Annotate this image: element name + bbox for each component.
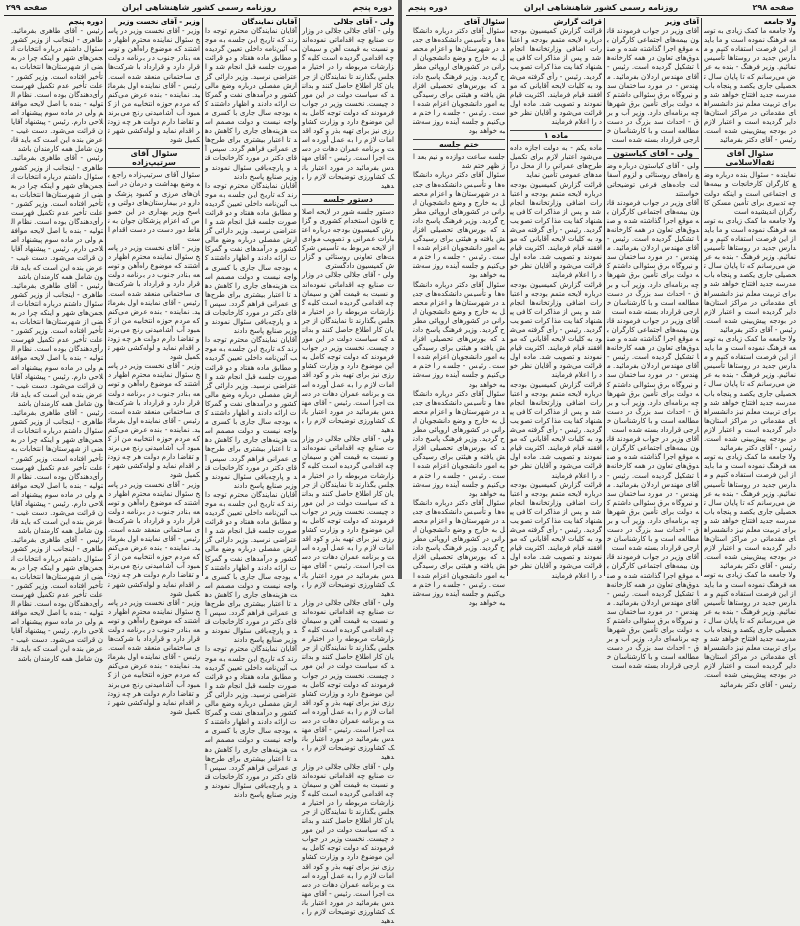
- column-paragraph-continued: وزیر - آقای نخست وزیر در پاسخ سئوال نماینده محترم اظهار داشتند که موضوع راه‌آهن و توسعه بنادر جنوب در برنامه دولت قرار دارد و قرارداد با شرکت‌های ساختمانی منعقد شده است. رئیس - آقای نماینده اول بفرمائید. نماینده - بنده عرض می‌کنم که مردم حوزه انتخابیه من از کمبود آب آشامیدنی رنج می‌برند و تقاضا دارم دولت هر چه زودتر اقدام نماید و لوله‌کشی شهر تکمیل شود: [108, 244, 200, 362]
- column-paragraph-continued: آقایان نمایندگان محترم توجه دارند که تاریخ این جلسه به موجب آئین‌نامه داخلی تعیین گردیده و مطابق ماده هفتاد و دو قرائت صورت جلسه قبل انجام شد و اعتراضی نرسید. وزیر دارائی گزارش مفصلی درباره وضع مالی کشور و درآمدهای نفت و گمرکات ارائه دادند و اظهار داشتند که بودجه سال جاری با کسری مواجه نیست و دولت مصمم است هزینه‌های جاری را کاهش دهد تا اعتبار بیشتری برای طرح‌های عمرانی فراهم گردد. سپس آقای دکتر در مورد کارخانجات قند و پارچه‌بافی سئوال نمودند و وزیر صنایع پاسخ دادند: [205, 182, 297, 337]
- column-heading: قرائت گزارش: [510, 18, 602, 27]
- right-page-header: [406, 2, 796, 16]
- column-paragraph-continued: رئیس - آقای طاهری بفرمائید. طاهری - اینجانب از وزیر کشور سئوال داشتم درباره انتخابات انجمن‌های شهر و اینکه چرا در بعضی از شهرستان‌ها انتخابات به تأخیر افتاده است. وزیر کشور - علت تأخیر عدم تکمیل فهرست رأی‌دهندگان بوده است. نظام التولیه - بنده با اصل لایحه موافقم ولی در ماده سوم پیشنهاد اصلاحی دارم. رئیس - پیشنهاد آقایان قرائت می‌شود. دست غیب - عرض بنده این است که باید قانون شامل همه کارمندان باشد: [11, 536, 103, 663]
- column-paragraph: آقای وزیر در جواب فرمودند قانون بیمه‌های اجتماعی کارگران به موقع اجرا گذاشته شده و صندوق‌های تعاون در همه کارخانه‌ها تشکیل گردیده است. رئیس - آقای مهندس اردلان بفرمائید. مهندس - در مورد ساختمان سد و نیروگاه برق سئوالی داشتم که دولت برای تأمین برق شهرها چه برنامه‌ای دارد. وزیر آب و برق - احداث سد بزرگ در دست مطالعه است و با کارشناسان خارجی قرارداد بسته شده است: [607, 27, 699, 145]
- section-paragraph: نماینده - سئوال بنده درباره وضع کارگران کارخانجات و بیمه‌های اجتماعی است و اینکه دولت چه تدبیری برای تأمین مسکن کارگران اندیشیده است: [704, 171, 796, 216]
- section-heading: سئوال آقای ثقه‌الاسلامی: [704, 148, 796, 168]
- left-header-title: روزنامه رسمی کشور شاهنشاهی ایران: [122, 3, 276, 12]
- column-paragraph-continued: ولی - آقای جلالی جلالی در وزارت صنایع چه اقداماتی نموده‌اند و نسبت به قیمت آهن و سیمان چه اقدامی گردیده است کلیه گزارشات مربوطه را در اختیار مجلس بگذارند تا نمایندگان از جریان کار اطلاع حاصل کنند و بدانند که سیاست دولت در این مورد چیست. نخست وزیر در جواب فرمودند که دولت توجه کامل به این موضوع دارد و وزارت کشاورزی نیز برای تهیه بذر و کود اقدامات لازم را به عمل آورده است و برنامه عمران دهات در دست اجرا است. رئیس - آقای مهندس بفرمائید در مورد اعتبار بانک کشاورزی توضیحات لازم را بدهید: [302, 271, 394, 435]
- column-heading: ولی - آقای جلالی: [302, 18, 394, 27]
- right-header-page-number: صفحه ۲۹۸: [752, 3, 794, 12]
- column-paragraph: آقایان نمایندگان محترم توجه دارند که تاریخ این جلسه به موجب آئین‌نامه داخلی تعیین گردیده و مطابق ماده هفتاد و دو قرائت صورت جلسه قبل انجام شد و اعتراضی نرسید. وزیر دارائی گزارش مفصلی درباره وضع مالی کشور و درآمدهای نفت و گمرکات ارائه دادند و اظهار داشتند که بودجه سال جاری با کسری مواجه نیست و دولت مصمم است هزینه‌های جاری را کاهش دهد تا اعتبار بیشتری برای طرح‌های عمرانی فراهم گردد. سپس آقای دکتر در مورد کارخانجات قند و پارچه‌بافی سئوال نمودند و وزیر صنایع پاسخ دادند: [205, 27, 297, 182]
- column-paragraph: ولی - آقای جلالی جلالی در وزارت صنایع چه اقداماتی نموده‌اند و نسبت به قیمت آهن و سیمان چه اقدامی گردیده است کلیه گزارشات مربوطه را در اختیار مجلس بگذارند تا نمایندگان از جریان کار اطلاع حاصل کنند و بدانند که سیاست دولت در این مورد چیست. نخست وزیر در جواب فرمودند که دولت توجه کامل به این موضوع دارد و وزارت کشاورزی نیز برای تهیه بذر و کود اقدامات لازم را به عمل آورده است و برنامه عمران دهات در دست اجرا است. رئیس - آقای مهندس بفرمائید در مورد اعتبار بانک کشاورزی توضیحات لازم را بدهید: [302, 27, 394, 191]
- column-paragraph: ولا جامعه ما کمک زیادی به توسعه فرهنگ نموده است و ما باید از این فرصت استفاده کنیم و مدارس جدید در روستاها تأسیس نمائیم. وزیر فرهنگ - بنده به عرض می‌رسانم که تا پایان سال تحصیلی جاری یکصد و پنجاه باب مدرسه جدید افتتاح خواهد شد و برای تربیت معلم نیز دانشسراهای مقدماتی در مراکز استان‌ها دایر گردیده است و اعتبار لازم در بودجه پیش‌بینی شده است. رئیس - آقای دکتر بفرمائید: [704, 27, 796, 145]
- column-paragraph-continued: ولا جامعه ما کمک زیادی به توسعه فرهنگ نموده است و ما باید از این فرصت استفاده کنیم و مدارس جدید در روستاها تأسیس نمائیم. وزیر فرهنگ - بنده به عرض می‌رسانم که تا پایان سال تحصیلی جاری یکصد و پنجاه باب مدرسه جدید افتتاح خواهد شد و برای تربیت معلم نیز دانشسراهای مقدماتی در مراکز استان‌ها دایر گردیده است و اعتبار لازم در بودجه پیش‌بینی شده است. رئیس - آقای دکتر بفرمائید: [704, 217, 796, 335]
- section-heading: سئوال آقای سرتیپ‌زاده: [108, 148, 200, 168]
- column-paragraph-continued: ولا جامعه ما کمک زیادی به توسعه فرهنگ نموده است و ما باید از این فرصت استفاده کنیم و مدارس جدید در روستاها تأسیس نمائیم. وزیر فرهنگ - بنده به عرض می‌رسانم که تا پایان سال تحصیلی جاری یکصد و پنجاه باب مدرسه جدید افتتاح خواهد شد و برای تربیت معلم نیز دانشسراهای مقدماتی در مراکز استان‌ها دایر گردیده است و اعتبار لازم در بودجه پیش‌بینی شده است. رئیس - آقای دکتر بفرمائید: [704, 335, 796, 453]
- column-paragraph-continued: سئوال آقای دکتر درباره دانشگاه‌ها و تأسیس دانشکده‌های جدید در شهرستان‌ها و اعزام محصل به خارج و وضع دانشجویان ایرانی در کشورهای اروپائی مطرح گردید. وزیر فرهنگ پاسخ دادند که بورس‌های تحصیلی افزایش یافته و هیئتی برای رسیدگی به امور دانشجویان اعزام شده است. رئیس - جلسه را ختم می‌کنیم و جلسه آینده روز سه‌شنبه خواهد بود: [413, 171, 505, 280]
- section-heading: ماده ۱: [510, 130, 602, 141]
- right-column-2: [607, 18, 699, 576]
- right-page-columns: [406, 18, 796, 576]
- column-paragraph-continued: وزیر - آقای نخست وزیر در پاسخ سئوال نماینده محترم اظهار داشتند که موضوع راه‌آهن و توسعه بنادر جنوب در برنامه دولت قرار دارد و قرارداد با شرکت‌های ساختمانی منعقد شده است. رئیس - آقای نماینده اول بفرمائید. نماینده - بنده عرض می‌کنم که مردم حوزه انتخابیه من از کمبود آب آشامیدنی رنج می‌برند و تقاضا دارم دولت هر چه زودتر اقدام نماید و لوله‌کشی شهر تکمیل شود: [108, 362, 200, 480]
- column-paragraph-continued: وزیر - آقای نخست وزیر در پاسخ سئوال نماینده محترم اظهار داشتند که موضوع راه‌آهن و توسعه بنادر جنوب در برنامه دولت قرار دارد و قرارداد با شرکت‌های ساختمانی منعقد شده است. رئیس - آقای نماینده اول بفرمائید. نماینده - بنده عرض می‌کنم که مردم حوزه انتخابیه من از کمبود آب آشامیدنی رنج می‌برند و تقاضا دارم دولت هر چه زودتر اقدام نماید و لوله‌کشی شهر تکمیل شود: [108, 481, 200, 599]
- column-paragraph-continued: آقای وزیر در جواب فرمودند قانون بیمه‌های اجتماعی کارگران به موقع اجرا گذاشته شده و صندوق‌های تعاون در همه کارخانه‌ها تشکیل گردیده است. رئیس - آقای مهندس اردلان بفرمائید. مهندس - در مورد ساختمان سد و نیروگاه برق سئوالی داشتم که دولت برای تأمین برق شهرها چه برنامه‌ای دارد. وزیر آب و برق - احداث سد بزرگ در دست مطالعه است و با کارشناسان خارجی قرارداد بسته شده است: [607, 553, 699, 671]
- section-paragraph: جلسه ساعت دوازده و نیم بعد از ظهر ختم شد: [413, 153, 505, 171]
- left-column-1: [302, 18, 394, 576]
- column-heading: آقای وزیر: [607, 18, 699, 27]
- left-header-issue: دوره پنجم: [353, 3, 393, 12]
- column-paragraph-continued: آقایان نمایندگان محترم توجه دارند که تاریخ این جلسه به موجب آئین‌نامه داخلی تعیین گردیده و مطابق ماده هفتاد و دو قرائت صورت جلسه قبل انجام شد و اعتراضی نرسید. وزیر دارائی گزارش مفصلی درباره وضع مالی کشور و درآمدهای نفت و گمرکات ارائه دادند و اظهار داشتند که بودجه سال جاری با کسری مواجه نیست و دولت مصمم است هزینه‌های جاری را کاهش دهد تا اعتبار بیشتری برای طرح‌های عمرانی فراهم گردد. سپس آقای دکتر در مورد کارخانجات قند و پارچه‌بافی سئوال نمودند و وزیر صنایع پاسخ دادند: [205, 491, 297, 646]
- column-paragraph: قرائت گزارش کمیسیون بودجه درباره لایحه متمم بودجه و اعتبارات اضافی وزارتخانه‌ها انجام شد و پس از مذاکرات کافی پیشنهاد کفایت مذاکرات تصویب گردید. رئیس - رأی گرفته می‌شود به کلیات لایحه آقایانی که موافقند قیام فرمایند. اکثریت قیام نمودند و تصویب شد. ماده اول قرائت می‌شود و آقایان نظر خود را اعلام فرمایند: [510, 27, 602, 127]
- left-header-page-number: صفحه ۲۹۹: [6, 3, 48, 12]
- column-paragraph-continued: ولا جامعه ما کمک زیادی به توسعه فرهنگ نموده است و ما باید از این فرصت استفاده کنیم و مدارس جدید در روستاها تأسیس نمائیم. وزیر فرهنگ - بنده به عرض می‌رسانم که تا پایان سال تحصیلی جاری یکصد و پنجاه باب مدرسه جدید افتتاح خواهد شد و برای تربیت معلم نیز دانشسراهای مقدماتی در مراکز استان‌ها دایر گردیده است و اعتبار لازم در بودجه پیش‌بینی شده است. رئیس - آقای دکتر بفرمائید: [704, 571, 796, 689]
- column-paragraph: وزیر - آقای نخست وزیر در پاسخ سئوال نماینده محترم اظهار داشتند که موضوع راه‌آهن و توسعه بنادر جنوب در برنامه دولت قرار دارد و قرارداد با شرکت‌های ساختمانی منعقد شده است. رئیس - آقای نماینده اول بفرمائید. نماینده - بنده عرض می‌کنم که مردم حوزه انتخابیه من از کمبود آب آشامیدنی رنج می‌برند و تقاضا دارم دولت هر چه زودتر اقدام نماید و لوله‌کشی شهر تکمیل شود: [108, 27, 200, 145]
- column-paragraph-continued: ولی - آقای جلالی جلالی در وزارت صنایع چه اقداماتی نموده‌اند و نسبت به قیمت آهن و سیمان چه اقدامی گردیده است کلیه گزارشات مربوطه را در اختیار مجلس بگذارند تا نمایندگان از جریان کار اطلاع حاصل کنند و بدانند که سیاست دولت در این مورد چیست. نخست وزیر در جواب فرمودند که دولت توجه کامل به این موضوع دارد و وزارت کشاورزی نیز برای تهیه بذر و کود اقدامات لازم را به عمل آورده است و برنامه عمران دهات در دست اجرا است. رئیس - آقای مهندس بفرمائید در مورد اعتبار بانک کشاورزی توضیحات لازم را بدهید: [302, 599, 394, 763]
- column-paragraph-continued: ولا جامعه ما کمک زیادی به توسعه فرهنگ نموده است و ما باید از این فرصت استفاده کنیم و مدارس جدید در روستاها تأسیس نمائیم. وزیر فرهنگ - بنده به عرض می‌رسانم که تا پایان سال تحصیلی جاری یکصد و پنجاه باب مدرسه جدید افتتاح خواهد شد و برای تربیت معلم نیز دانشسراهای مقدماتی در مراکز استان‌ها دایر گردیده است و اعتبار لازم در بودجه پیش‌بینی شده است. رئیس - آقای دکتر بفرمائید: [704, 453, 796, 571]
- column-paragraph-continued: آقای وزیر در جواب فرمودند قانون بیمه‌های اجتماعی کارگران به موقع اجرا گذاشته شده و صندوق‌های تعاون در همه کارخانه‌ها تشکیل گردیده است. رئیس - آقای مهندس اردلان بفرمائید. مهندس - در مورد ساختمان سد و نیروگاه برق سئوالی داشتم که دولت برای تأمین برق شهرها چه برنامه‌ای دارد. وزیر آب و برق - احداث سد بزرگ در دست مطالعه است و با کارشناسان خارجی قرارداد بسته شده است: [607, 435, 699, 553]
- column-paragraph-continued: آقایان نمایندگان محترم توجه دارند که تاریخ این جلسه به موجب آئین‌نامه داخلی تعیین گردیده و مطابق ماده هفتاد و دو قرائت صورت جلسه قبل انجام شد و اعتراضی نرسید. وزیر دارائی گزارش مفصلی درباره وضع مالی کشور و درآمدهای نفت و گمرکات ارائه دادند و اظهار داشتند که بودجه سال جاری با کسری مواجه نیست و دولت مصمم است هزینه‌های جاری را کاهش دهد تا اعتبار بیشتری برای طرح‌های عمرانی فراهم گردد. سپس آقای دکتر در مورد کارخانجات قند و پارچه‌بافی سئوال نمودند و وزیر صنایع پاسخ دادند: [205, 645, 297, 800]
- column-divider: [507, 18, 508, 576]
- column-paragraph-continued: رئیس - آقای طاهری بفرمائید. طاهری - اینجانب از وزیر کشور سئوال داشتم درباره انتخابات انجمن‌های شهر و اینکه چرا در بعضی از شهرستان‌ها انتخابات به تأخیر افتاده است. وزیر کشور - علت تأخیر عدم تکمیل فهرست رأی‌دهندگان بوده است. نظام التولیه - بنده با اصل لایحه موافقم ولی در ماده سوم پیشنهاد اصلاحی دارم. رئیس - پیشنهاد آقایان قرائت می‌شود. دست غیب - عرض بنده این است که باید قانون شامل همه کارمندان باشد: [11, 282, 103, 409]
- column-divider: [299, 18, 300, 576]
- section-heading: ولی - آقای کیاستون: [607, 148, 699, 159]
- column-heading: وزیر - آقای نخست وزیر: [108, 18, 200, 27]
- section-paragraph: ولی - آقای کیاستون درباره وضع راه‌های روستائی و لزوم آسفالت جاده‌های فرعی توضیحاتی خواستند: [607, 162, 699, 198]
- left-column-4: [11, 18, 103, 576]
- column-paragraph-continued: سئوال آقای دکتر درباره دانشگاه‌ها و تأسیس دانشکده‌های جدید در شهرستان‌ها و اعزام محصل به خارج و وضع دانشجویان ایرانی در کشورهای اروپائی مطرح گردید. وزیر فرهنگ پاسخ دادند که بورس‌های تحصیلی افزایش یافته و هیئتی برای رسیدگی به امور دانشجویان اعزام شده است. رئیس - جلسه را ختم می‌کنیم و جلسه آینده روز سه‌شنبه خواهد بود: [413, 390, 505, 499]
- left-column-2: [205, 18, 297, 576]
- right-column-1: [704, 18, 796, 576]
- column-heading: ولا جامعه: [704, 18, 796, 27]
- section-paragraph: سئوال آقای سرتیپ‌زاده راجع به وضع بهداشت و درمان در استان‌های مرزی و کمبود پزشک و دارو در بیمارستان‌های دولتی و پاسخ وزیر بهداری در این خصوص که اعزام پزشکان جوان به نقاط دور دست در دست اقدام است: [108, 171, 200, 244]
- column-paragraph: سئوال آقای دکتر درباره دانشگاه‌ها و تأسیس دانشکده‌های جدید در شهرستان‌ها و اعزام محصل به خارج و وضع دانشجویان ایرانی در کشورهای اروپائی مطرح گردید. وزیر فرهنگ پاسخ دادند که بورس‌های تحصیلی افزایش یافته و هیئتی برای رسیدگی به امور دانشجویان اعزام شده است. رئیس - جلسه را ختم می‌کنیم و جلسه آینده روز سه‌شنبه خواهد بود: [413, 27, 505, 136]
- right-column-3: [510, 18, 602, 576]
- column-paragraph-continued: ولی - آقای جلالی جلالی در وزارت صنایع چه اقداماتی نموده‌اند و نسبت به قیمت آهن و سیمان چه اقدامی گردیده است کلیه گزارشات مربوطه را در اختیار مجلس بگذارند تا نمایندگان از جریان کار اطلاع حاصل کنند و بدانند که سیاست دولت در این مورد چیست. نخست وزیر در جواب فرمودند که دولت توجه کامل به این موضوع دارد و وزارت کشاورزی نیز برای تهیه بذر و کود اقدامات لازم را به عمل آورده است و برنامه عمران دهات در دست اجرا است. رئیس - آقای مهندس بفرمائید در مورد اعتبار بانک کشاورزی توضیحات لازم را بدهید: [302, 763, 394, 926]
- column-paragraph-continued: سئوال آقای دکتر درباره دانشگاه‌ها و تأسیس دانشکده‌های جدید در شهرستان‌ها و اعزام محصل به خارج و وضع دانشجویان ایرانی در کشورهای اروپائی مطرح گردید. وزیر فرهنگ پاسخ دادند که بورس‌های تحصیلی افزایش یافته و هیئتی برای رسیدگی به امور دانشجویان اعزام شده است. رئیس - جلسه را ختم می‌کنیم و جلسه آینده روز سه‌شنبه خواهد بود: [413, 499, 505, 608]
- column-paragraph-continued: قرائت گزارش کمیسیون بودجه درباره لایحه متمم بودجه و اعتبارات اضافی وزارتخانه‌ها انجام شد و پس از مذاکرات کافی پیشنهاد کفایت مذاکرات تصویب گردید. رئیس - رأی گرفته می‌شود به کلیات لایحه آقایانی که موافقند قیام فرمایند. اکثریت قیام نمودند و تصویب شد. ماده اول قرائت می‌شود و آقایان نظر خود را اعلام فرمایند: [510, 381, 602, 481]
- column-paragraph-continued: آقای وزیر در جواب فرمودند قانون بیمه‌های اجتماعی کارگران به موقع اجرا گذاشته شده و صندوق‌های تعاون در همه کارخانه‌ها تشکیل گردیده است. رئیس - آقای مهندس اردلان بفرمائید. مهندس - در مورد ساختمان سد و نیروگاه برق سئوالی داشتم که دولت برای تأمین برق شهرها چه برنامه‌ای دارد. وزیر آب و برق - احداث سد بزرگ در دست مطالعه است و با کارشناسان خارجی قرارداد بسته شده است: [607, 317, 699, 435]
- column-divider: [701, 18, 702, 576]
- column-heading: دوره پنجم: [11, 18, 103, 27]
- column-paragraph-continued: ولی - آقای جلالی جلالی در وزارت صنایع چه اقداماتی نموده‌اند و نسبت به قیمت آهن و سیمان چه اقدامی گردیده است کلیه گزارشات مربوطه را در اختیار مجلس بگذارند تا نمایندگان از جریان کار اطلاع حاصل کنند و بدانند که سیاست دولت در این مورد چیست. نخست وزیر در جواب فرمودند که دولت توجه کامل به این موضوع دارد و وزارت کشاورزی نیز برای تهیه بذر و کود اقدامات لازم را به عمل آورده است و برنامه عمران دهات در دست اجرا است. رئیس - آقای مهندس بفرمائید در مورد اعتبار بانک کشاورزی توضیحات لازم را بدهید: [302, 435, 394, 599]
- column-heading: سئوال آقای: [413, 18, 505, 27]
- right-column-4: [413, 18, 505, 576]
- column-paragraph-continued: رئیس - آقای طاهری بفرمائید. طاهری - اینجانب از وزیر کشور سئوال داشتم درباره انتخابات انجمن‌های شهر و اینکه چرا در بعضی از شهرستان‌ها انتخابات به تأخیر افتاده است. وزیر کشور - علت تأخیر عدم تکمیل فهرست رأی‌دهندگان بوده است. نظام التولیه - بنده با اصل لایحه موافقم ولی در ماده سوم پیشنهاد اصلاحی دارم. رئیس - پیشنهاد آقایان قرائت می‌شود. دست غیب - عرض بنده این است که باید قانون شامل همه کارمندان باشد: [11, 154, 103, 281]
- section-heading: دستور جلسه: [302, 194, 394, 205]
- column-paragraph-continued: رئیس - آقای طاهری بفرمائید. طاهری - اینجانب از وزیر کشور سئوال داشتم درباره انتخابات انجمن‌های شهر و اینکه چرا در بعضی از شهرستان‌ها انتخابات به تأخیر افتاده است. وزیر کشور - علت تأخیر عدم تکمیل فهرست رأی‌دهندگان بوده است. نظام التولیه - بنده با اصل لایحه موافقم ولی در ماده سوم پیشنهاد اصلاحی دارم. رئیس - پیشنهاد آقایان قرائت می‌شود. دست غیب - عرض بنده این است که باید قانون شامل همه کارمندان باشد: [11, 409, 103, 536]
- column-paragraph-continued: آقایان نمایندگان محترم توجه دارند که تاریخ این جلسه به موجب آئین‌نامه داخلی تعیین گردیده و مطابق ماده هفتاد و دو قرائت صورت جلسه قبل انجام شد و اعتراضی نرسید. وزیر دارائی گزارش مفصلی درباره وضع مالی کشور و درآمدهای نفت و گمرکات ارائه دادند و اظهار داشتند که بودجه سال جاری با کسری مواجه نیست و دولت مصمم است هزینه‌های جاری را کاهش دهد تا اعتبار بیشتری برای طرح‌های عمرانی فراهم گردد. سپس آقای دکتر در مورد کارخانجات قند و پارچه‌بافی سئوال نمودند و وزیر صنایع پاسخ دادند: [205, 336, 297, 491]
- column-divider: [604, 18, 605, 576]
- column-paragraph-continued: سئوال آقای دکتر درباره دانشگاه‌ها و تأسیس دانشکده‌های جدید در شهرستان‌ها و اعزام محصل به خارج و وضع دانشجویان ایرانی در کشورهای اروپائی مطرح گردید. وزیر فرهنگ پاسخ دادند که بورس‌های تحصیلی افزایش یافته و هیئتی برای رسیدگی به امور دانشجویان اعزام شده است. رئیس - جلسه را ختم می‌کنیم و جلسه آینده روز سه‌شنبه خواهد بود: [413, 281, 505, 390]
- left-page-header: [4, 2, 394, 16]
- column-paragraph-continued: وزیر - آقای نخست وزیر در پاسخ سئوال نماینده محترم اظهار داشتند که موضوع راه‌آهن و توسعه بنادر جنوب در برنامه دولت قرار دارد و قرارداد با شرکت‌های ساختمانی منعقد شده است. رئیس - آقای نماینده اول بفرمائید. نماینده - بنده عرض می‌کنم که مردم حوزه انتخابیه من از کمبود آب آشامیدنی رنج می‌برند و تقاضا دارم دولت هر چه زودتر اقدام نماید و لوله‌کشی شهر تکمیل شود: [108, 599, 200, 717]
- column-heading: آقایان نمایندگان: [205, 18, 297, 27]
- left-page-columns: [4, 18, 394, 576]
- column-paragraph-continued: آقای وزیر در جواب فرمودند قانون بیمه‌های اجتماعی کارگران به موقع اجرا گذاشته شده و صندوق‌های تعاون در همه کارخانه‌ها تشکیل گردیده است. رئیس - آقای مهندس اردلان بفرمائید. مهندس - در مورد ساختمان سد و نیروگاه برق سئوالی داشتم که دولت برای تأمین برق شهرها چه برنامه‌ای دارد. وزیر آب و برق - احداث سد بزرگ در دست مطالعه است و با کارشناسان خارجی قرارداد بسته شده است: [607, 199, 699, 317]
- left-column-3: [108, 18, 200, 576]
- right-page: [402, 0, 800, 579]
- column-divider: [202, 18, 203, 576]
- column-paragraph-continued: قرائت گزارش کمیسیون بودجه درباره لایحه متمم بودجه و اعتبارات اضافی وزارتخانه‌ها انجام شد و پس از مذاکرات کافی پیشنهاد کفایت مذاکرات تصویب گردید. رئیس - رأی گرفته می‌شود به کلیات لایحه آقایانی که موافقند قیام فرمایند. اکثریت قیام نمودند و تصویب شد. ماده اول قرائت می‌شود و آقایان نظر خود را اعلام فرمایند: [510, 181, 602, 281]
- section-heading: ختم جلسه: [413, 139, 505, 150]
- right-header-issue: دوره پنجم: [408, 3, 448, 12]
- section-paragraph: ماده یکم - به دولت اجازه داده می‌شود اعتبار لازم برای تکمیل طرح‌های عمرانی را از محل درآمدهای عمومی تأمین نماید: [510, 144, 602, 180]
- right-header-title: روزنامه رسمی کشور شاهنشاهی ایران: [524, 3, 678, 12]
- column-divider: [105, 18, 106, 576]
- left-page: [0, 0, 398, 579]
- section-paragraph: دستور جلسه شور در لایحه اصلاح قانون استخدام کشوری و گزارش کمیسیون بودجه درباره اعتبارات عمرانی و تصویب موادی از لایحه مربوط به تأسیس شرکت‌های تعاونی روستائی و گزارش کمیسیون دادگستری: [302, 208, 394, 272]
- column-paragraph-continued: قرائت گزارش کمیسیون بودجه درباره لایحه متمم بودجه و اعتبارات اضافی وزارتخانه‌ها انجام شد و پس از مذاکرات کافی پیشنهاد کفایت مذاکرات تصویب گردید. رئیس - رأی گرفته می‌شود به کلیات لایحه آقایانی که موافقند قیام فرمایند. اکثریت قیام نمودند و تصویب شد. ماده اول قرائت می‌شود و آقایان نظر خود را اعلام فرمایند: [510, 481, 602, 581]
- column-paragraph-continued: قرائت گزارش کمیسیون بودجه درباره لایحه متمم بودجه و اعتبارات اضافی وزارتخانه‌ها انجام شد و پس از مذاکرات کافی پیشنهاد کفایت مذاکرات تصویب گردید. رئیس - رأی گرفته می‌شود به کلیات لایحه آقایانی که موافقند قیام فرمایند. اکثریت قیام نمودند و تصویب شد. ماده اول قرائت می‌شود و آقایان نظر خود را اعلام فرمایند: [510, 281, 602, 381]
- column-paragraph: رئیس - آقای طاهری بفرمائید. طاهری - اینجانب از وزیر کشور سئوال داشتم درباره انتخابات انجمن‌های شهر و اینکه چرا در بعضی از شهرستان‌ها انتخابات به تأخیر افتاده است. وزیر کشور - علت تأخیر عدم تکمیل فهرست رأی‌دهندگان بوده است. نظام التولیه - بنده با اصل لایحه موافقم ولی در ماده سوم پیشنهاد اصلاحی دارم. رئیس - پیشنهاد آقایان قرائت می‌شود. دست غیب - عرض بنده این است که باید قانون شامل همه کارمندان باشد: [11, 27, 103, 154]
